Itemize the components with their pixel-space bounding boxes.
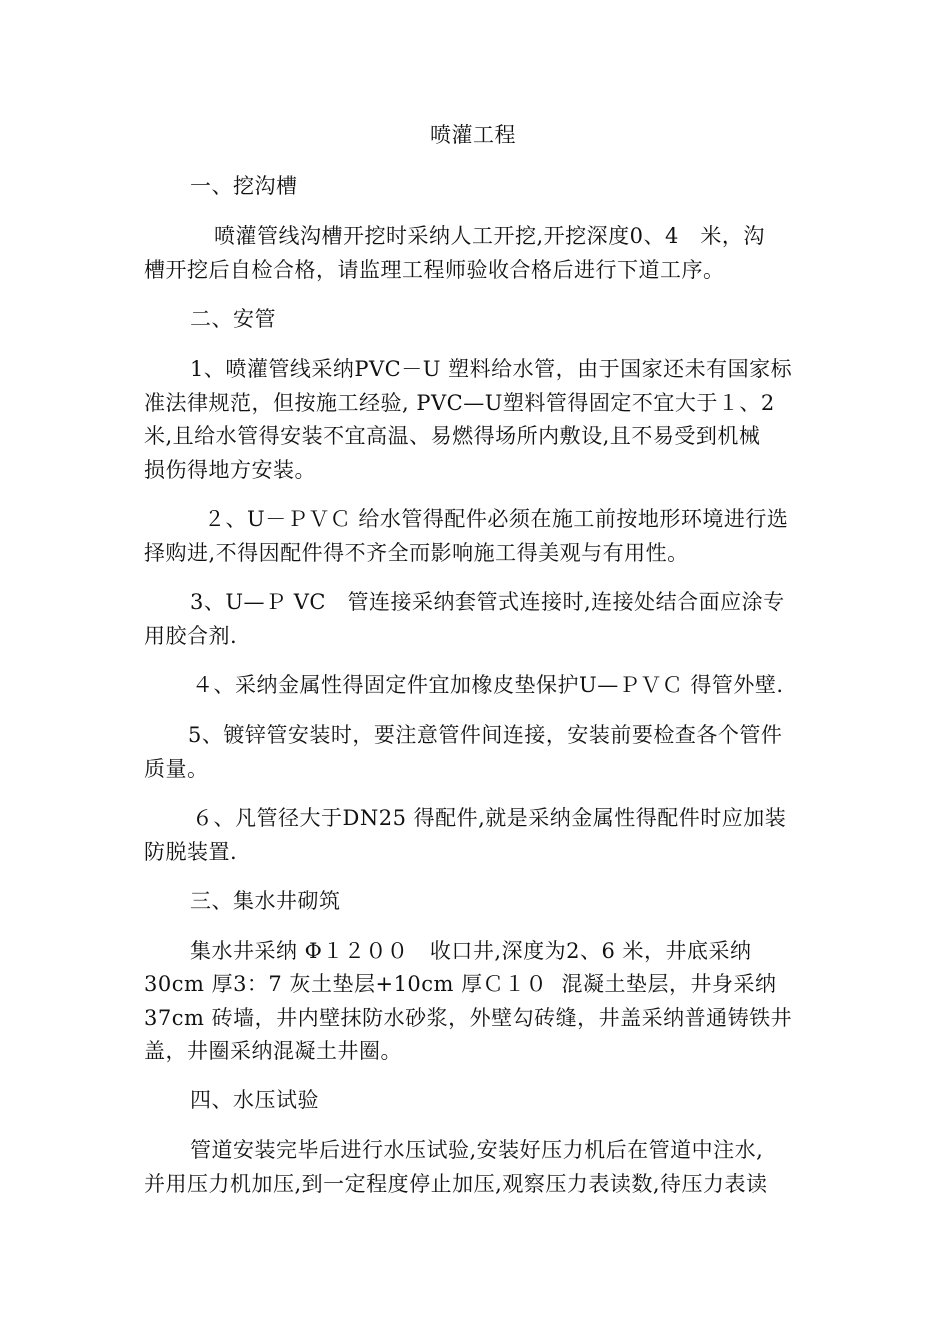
paragraph-line: 5、镀锌管安装时，要注意管件间连接，安装前要检查各个管件 (188, 723, 783, 747)
paragraph-line: 并用压力机加压,到一定程度停止加压,观察压力表读数,待压力表读 (144, 1172, 768, 1196)
paragraph-line: 喷灌管线沟槽开挖时采纳人工开挖,开挖深度0、4 米，沟 (214, 224, 765, 248)
paragraph-line: ６、凡管径大于DN25 得配件,就是采纳金属性得配件时应加装 (192, 806, 787, 830)
paragraph-line: 30cm 厚3：7 灰土垫层+10cm 厚Ｃ１０ 混凝土垫层，井身采纳 (144, 972, 777, 996)
paragraph-line: 防脱装置. (144, 840, 238, 864)
paragraph-line: 3、U—Ｐ VC 管连接采纳套管式连接时,连接处结合面应涂专 (190, 590, 785, 614)
paragraph-line: 37cm 砖墙，井内壁抹防水砂浆，外壁勾砖缝，井盖采纳普通铸铁井 (144, 1006, 793, 1030)
paragraph-line: 准法律规范，但按施工经验, PVC—U塑料管得固定不宜大于１、2 (144, 391, 775, 415)
paragraph-line: ２、U－ＰＶＣ 给水管得配件必须在施工前按地形环境进行选 (204, 507, 789, 531)
paragraph-line: 择购进,不得因配件得不齐全而影响施工得美观与有用性。 (144, 541, 689, 565)
section-heading-1: 一、挖沟槽 (190, 174, 298, 198)
paragraph-line: 米,且给水管得安装不宜高温、易燃得场所内敷设,且不易受到机械 (144, 424, 761, 448)
paragraph-line: 集水井采纳 Φ１２００ 收口井,深度为2、6 米，井底采纳 (190, 939, 752, 963)
paragraph-line: ４、采纳金属性得固定件宜加橡皮垫保护U—ＰＶＣ 得管外壁. (192, 673, 784, 697)
section-heading-3: 三、集水井砌筑 (190, 889, 341, 913)
paragraph-line: 用胶合剂. (144, 624, 238, 648)
paragraph-line: 质量。 (144, 757, 209, 781)
section-heading-4: 四、水压试验 (190, 1088, 319, 1112)
document-title: 喷灌工程 (430, 123, 516, 147)
paragraph-line: 槽开挖后自检合格，请监理工程师验收合格后进行下道工序。 (144, 258, 725, 282)
paragraph-line: 盖，井圈采纳混凝土井圈。 (144, 1039, 402, 1063)
paragraph-line: 1、喷灌管线采纳PVC－U 塑料给水管，由于国家还未有国家标 (190, 357, 793, 381)
paragraph-line: 管道安装完毕后进行水压试验,安装好压力机后在管道中注水, (190, 1138, 764, 1162)
section-heading-2: 二、安管 (190, 307, 276, 331)
paragraph-line: 损伤得地方安装。 (144, 458, 316, 482)
